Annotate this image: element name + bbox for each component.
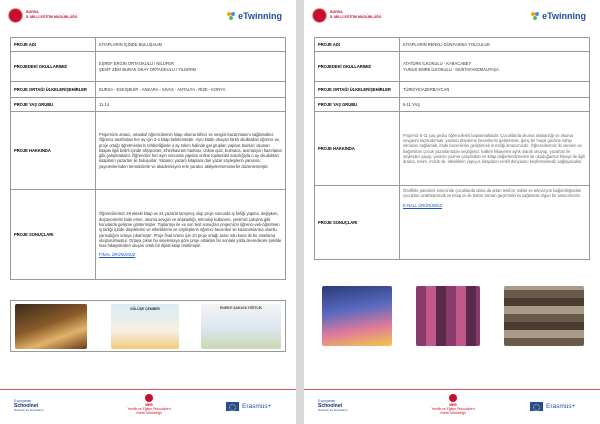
eu-flag-icon bbox=[226, 402, 239, 411]
photo-strip-right bbox=[314, 272, 590, 352]
table-row bbox=[11, 112, 286, 190]
page-right bbox=[304, 0, 600, 424]
book-cover-image bbox=[322, 286, 392, 346]
etwinning-logo bbox=[531, 11, 586, 21]
table-row bbox=[315, 98, 590, 112]
etwinning-label: eTwinning bbox=[238, 11, 282, 21]
row-key: PROJE YAŞ GRUBU bbox=[11, 98, 96, 112]
table-row bbox=[315, 112, 590, 186]
meb-line-1: BURSA bbox=[330, 10, 343, 14]
row-value: KİTAPLARIN RENKLİ DÜNYASINA YOLCULUK bbox=[400, 38, 590, 52]
table-row bbox=[315, 82, 590, 98]
row-value: BURSA - ESKİŞEHİR - ANKARA - SİVAS - ANTALYA - RİZE - KONYA bbox=[96, 82, 286, 98]
poster-label-2: ENERJİ ŞAKAYA YİĞİTLİK bbox=[220, 306, 262, 310]
reading-photo bbox=[15, 304, 87, 349]
online-meeting-collage-1 bbox=[416, 286, 480, 346]
page-header bbox=[8, 8, 288, 26]
yegitek-line-2: Genel Müdürlüğü bbox=[135, 411, 162, 415]
row-value bbox=[96, 190, 286, 280]
page-header bbox=[312, 8, 592, 26]
eu-flag-icon bbox=[530, 402, 543, 411]
row-key: PROJE ORTAĞI ÜLKELER/ŞEHİRLER bbox=[11, 82, 96, 98]
yegitek-line-1: Yenilik ve Eğitim Teknolojileri bbox=[431, 407, 475, 411]
etwinning-logo bbox=[227, 11, 282, 21]
row-key: PROJE HAKKINDA bbox=[11, 112, 96, 190]
etwinning-label: eTwinning bbox=[542, 11, 586, 21]
row-key: PROJE HAKKINDA bbox=[315, 112, 400, 186]
yegitek-logo bbox=[428, 394, 478, 415]
yegitek-meb: MEB bbox=[449, 403, 457, 407]
eun-line-2: Schoolnet bbox=[14, 402, 39, 409]
row-key: PROJE SONUÇLARI bbox=[11, 190, 96, 280]
erasmus-label: Erasmus+ bbox=[546, 403, 576, 411]
poster-image-1 bbox=[111, 304, 179, 349]
row-key: PROJE ADI bbox=[11, 38, 96, 52]
meb-logo bbox=[312, 8, 327, 23]
poster-image-2 bbox=[201, 304, 281, 349]
photo-strip-left bbox=[10, 300, 286, 352]
meb-line-2: İL MİLLİ EĞİTİM MÜDÜRLÜĞÜ bbox=[330, 14, 382, 19]
row-value: 6-11 YAŞ bbox=[400, 98, 590, 112]
page-footer bbox=[304, 389, 600, 424]
row-value bbox=[400, 186, 590, 260]
meb-line-1: BURSA bbox=[26, 10, 39, 14]
row-value: ATATÜRK İLKOKULU - KARACABEY YUNUS EMRE İLKOKULU - MUSTAFAKEMALPAŞA bbox=[400, 52, 590, 82]
row-value: KİTAPLARIN İÇİNDE BULUŞALIM bbox=[96, 38, 286, 52]
yegitek-line-1: Yenilik ve Eğitim Teknolojileri bbox=[127, 407, 171, 411]
meb-title bbox=[330, 10, 381, 19]
final-product-link[interactable]: E-NALL ÜRÜNÜMÜZ bbox=[403, 202, 442, 208]
row-value: Projemiz 6-11 yaş grubu öğrencilerini kapsamaktadır. Çocuklarda okuma alışkanlığı ve okuma sevgisini kazandırmak, yaratıcı düşünme becerilerini geliştirmek, genç bir hayal gücüne sahip olmasını sağlamak, ifade becerilerini geliştirmek önceliği amacımızdır. Öğrencilerimiz iki senden ve bağımlıları çocuk yazarlarından seçtiğimiz, kaliteli hikayeleri aylık olarak okuyup, yazarları ile söyleşiler yapıp, yaratıcı yazma çalışmaları ve kitap değerlendirmeleri ile okuduğumuz hikaye ile ilgili drama, resim, müzik vb. etkinlikleri yapıyor, kitapların renkli dünyasını keşfetmektedir sağlayacaktır. bbox=[400, 112, 590, 186]
row-value: Projemizin amacı, ortaokul öğrencilerinin kitap okuma bilinci ve sevgisi kazanmasını sağlamaktır. Öğrenci tarafından her ay için 3-4 kitap belirlenmiştir. Aynı kitabı okuyan farklı okullardan öğrenci ve, proje ortağı öğretmenlerin rehberliğinde o ay tokım halinde gal grupları yapılar. Bunlar; okunan kitapla ilgili belirli içinde afiş/poster, zihin/kavram haritası, online quiz, bulmaca, animasyon hazırlama gibi çalışmalardır. Öğrenciler her ayın sonunda yapılan online toplantılar aracılığıyla o ay okudukları kitapların yazarları ile buluşurlar. Yabancı yazarlı kitaplara dair yazar söyleşilerin yanısıra, yayınevlerinden temsilcilerle ve akademisyen erle yaratıcı atölyeler/seminerler düzenlenmiştir. bbox=[96, 112, 286, 190]
etwinning-icon bbox=[227, 12, 236, 20]
eun-line-2: Schoolnet bbox=[318, 402, 343, 409]
row-value: TÜRKİYE/AZERBAYCAN bbox=[400, 82, 590, 98]
european-schoolnet-logo bbox=[14, 399, 44, 413]
table-row bbox=[11, 190, 286, 280]
poster-label-1: GÜLÜŞE ÇEMBER bbox=[130, 307, 160, 311]
row-key: PROJE SONUÇLARI bbox=[315, 186, 400, 260]
erasmus-logo bbox=[530, 402, 575, 411]
eun-line-1: European bbox=[14, 398, 32, 403]
row-value: EŞREF ERGİN ORTAOKULU / NİLÜFER ŞEHİT ZEKİ BURAK OKAY ORTAOKULU / YILDIRIM bbox=[96, 52, 286, 82]
table-row bbox=[315, 38, 590, 52]
european-schoolnet-logo bbox=[318, 399, 348, 413]
final-product-link[interactable]: FİNAL ÜRÜNÜMÜZ bbox=[99, 252, 136, 258]
eun-line-3: Network for Education bbox=[14, 408, 44, 413]
results-text: Özellikle pandemi sürecinde çocuklarda daha da artan telefon, tablet ve televizyon bağımlılığından çocukları uzaklaştırmak ve kitap ve ile bütün zaman geçirmelerini sağlamak olgun bir amacımızdır. bbox=[403, 188, 582, 199]
row-key: PROJE ADI bbox=[315, 38, 400, 52]
table-row bbox=[11, 38, 286, 52]
row-key: PROJE YAŞ GRUBU bbox=[315, 98, 400, 112]
eun-line-1: European bbox=[318, 398, 336, 403]
meb-logo bbox=[8, 8, 23, 23]
row-key: PROJEDEKİ OKULLARIMIZ bbox=[315, 52, 400, 82]
erasmus-logo bbox=[226, 402, 271, 411]
project-table-left bbox=[10, 37, 286, 280]
table-row bbox=[11, 98, 286, 112]
table-row bbox=[315, 52, 590, 82]
yegitek-icon bbox=[145, 394, 153, 402]
eun-line-3: Network for Education bbox=[318, 408, 348, 413]
yegitek-meb: MEB bbox=[145, 403, 153, 407]
page-left bbox=[0, 0, 296, 424]
row-value: 11-14 bbox=[96, 98, 286, 112]
yegitek-icon bbox=[449, 394, 457, 402]
yegitek-line-2: Genel Müdürlüğü bbox=[439, 411, 466, 415]
meb-title bbox=[26, 10, 77, 19]
row-key: PROJEDEKİ OKULLARIMIZ bbox=[11, 52, 96, 82]
meb-line-2: İL MİLLİ EĞİTİM MÜDÜRLÜĞÜ bbox=[26, 14, 78, 19]
project-table-right bbox=[314, 37, 590, 260]
table-row bbox=[315, 186, 590, 260]
page-footer bbox=[0, 389, 296, 424]
erasmus-label: Erasmus+ bbox=[242, 403, 272, 411]
results-text: Öğrencilerimiz 29 ekteki kitap ve 21 yazarla tanışmış olup proje sonunda iş birliği yapma, değişken, düşüncelerini fade etme, okuma sevgisi ve alışkanlığı, teknoloji kullanımı, yenimizi çalışma gibi konularda gelişme göstermişler. Toplantıyı ile ve son test sonuçları projemizin öğrenci-veli-öğretmen iş birliği içinde düşüklerini ve etkinliklerin ve söyleşilerin öğrenci becerileri ve kazanımlarına olumlu yansıdığını ortaya çıkarmıştır. Proje final ürünü için 10 proje ortağı arası ndu kuna ile bir sinelama oluşturulmuştur. Ortaya çıkan bu sinelemaya göre proje ortakları bir sonraki yılda devredecek şekilde kısa hikayelerden oluşan ortak bir dijital kitap üretilmiştir. bbox=[99, 211, 282, 249]
yegitek-logo bbox=[124, 394, 174, 415]
row-key: PROJE ORTAĞI ÜLKELER/ŞEHİRLER bbox=[315, 82, 400, 98]
table-row bbox=[11, 52, 286, 82]
table-row bbox=[11, 82, 286, 98]
online-meeting-collage-2 bbox=[504, 286, 584, 346]
etwinning-icon bbox=[531, 12, 540, 20]
